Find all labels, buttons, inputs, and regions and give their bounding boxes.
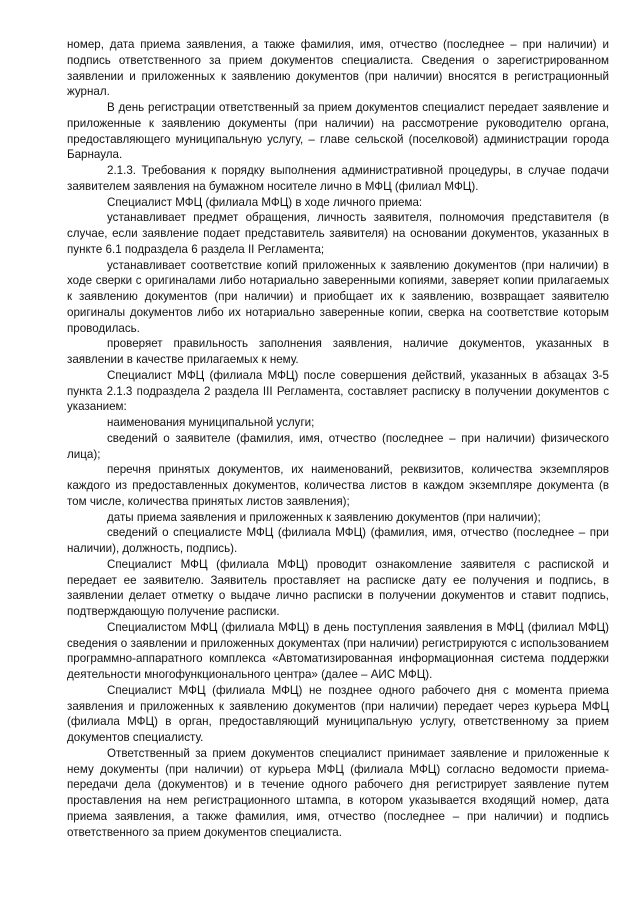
- paragraph-10: сведений о заявителе (фамилия, имя, отчество (последнее – при наличии) физического лица);: [67, 431, 609, 461]
- paragraph-13: сведений о специалисте МФЦ (филиала МФЦ) (фамилия, имя, отчество (последнее – при наличии), должность, подпись).: [67, 526, 609, 555]
- paragraph-14: Специалист МФЦ (филиала МФЦ) проводит ознакомление заявителя с распиской и передает ее заявителю. Заявитель проставляет на расписке дату ее получения и подпись, в заявлении делает отметку о выдаче лично расписки в получении документов и ставит подпись, подтверждающую получение расписки.: [67, 557, 609, 618]
- paragraph-2: В день регистрации ответственный за прием документов специалист передает заявление и приложенные к заявлению документы (при наличии) на рассмотрение руководителю органа, предоставляющего муниципальную услугу, – главе сельской (поселковой) администрации города Барнаула.: [67, 101, 609, 162]
- paragraph-11: перечня принятых документов, их наименований, реквизитов, количества экземпляров каждого из предоставленных документов, количества листов в каждом экземпляре документа (в том числе, количества принятых листов заявления);: [67, 463, 609, 508]
- paragraph-6: устанавливает соответствие копий приложенных к заявлению документов (при наличии) в ходе сверки с оригиналами либо нотариально заверенными копиями, заверяет копии прилагаемых к заявлению документов (при наличии) и приобщает их к заявлению, возвращает заявителю оригиналы документов либо их нотариально заверенные копии, сверка на соответствие которым проводилась.: [67, 258, 609, 335]
- paragraph-9: наименования муниципальной услуги;: [107, 416, 315, 429]
- paragraph-16: Специалист МФЦ (филиала МФЦ) не позднее одного рабочего дня с момента приема заявления и приложенных к заявлению документов (при наличии) передает через курьера МФЦ (филиала МФЦ) в орган, предоставляющий муниципальную услугу, ответственному за прием документов специалисту.: [67, 683, 609, 744]
- paragraph-7: проверяет правильность заполнения заявления, наличие документов, указанных в заявлении в качестве прилагаемых к нему.: [67, 337, 609, 366]
- paragraph-4: Специалист МФЦ (филиала МФЦ) в ходе личного приема:: [107, 195, 423, 209]
- paragraph-12: даты приема заявления и приложенных к заявлению документов (при наличии);: [107, 510, 541, 524]
- paragraph-5: устанавливает предмет обращения, личность заявителя, полномочия представителя (в случае, если заявление подает представитель заявителя) на основании документов, указанных в пункте 6.1 подраздела 6 раздела II Регламента;: [67, 211, 609, 256]
- paragraph-17: Ответственный за прием документов специалист принимает заявление и приложенные к нему документы (при наличии) от курьера МФЦ (филиала МФЦ) согласно ведомости приема-передачи дела (документов) и в течение одного рабочего дня регистрирует заявление путем проставления на нем регистрационного штампа, в котором указывается входящий номер, дата приема заявления, а также фамилия, имя, отчество (последнее – при наличии) и подпись ответственного за прием документов специалиста.: [67, 746, 609, 839]
- paragraph-15: Специалистом МФЦ (филиала МФЦ) в день поступления заявления в МФЦ (филиал МФЦ) сведения о заявлении и приложенных документах (при наличии) регистрируются с использованием программно-аппаратного комплекса «Автоматизированная информационная система поддержки деятельности многофункционального центра» (далее – АИС МФЦ).: [67, 620, 609, 681]
- paragraph-3: 2.1.3. Требования к порядку выполнения административной процедуры, в случае подачи заявителем заявления на бумажном носителе лично в МФЦ (филиал МФЦ).: [67, 164, 609, 193]
- document-page: [67, 37, 609, 840]
- paragraph-8: Специалист МФЦ (филиала МФЦ) после совершения действий, указанных в абзацах 3-5 пункта 2.1.3 подраздела 2 раздела III Регламента, составляет расписку в получении документов с указанием:: [67, 368, 609, 414]
- paragraph-1: номер, дата приема заявления, а также фамилия, имя, отчество (последнее – при наличии) и подпись ответственного за прием документов специалиста. Сведения о зарегистрированном заявлении и приложенных к заявлению документов (при наличии) вносятся в регистрационный журнал.: [67, 38, 609, 99]
